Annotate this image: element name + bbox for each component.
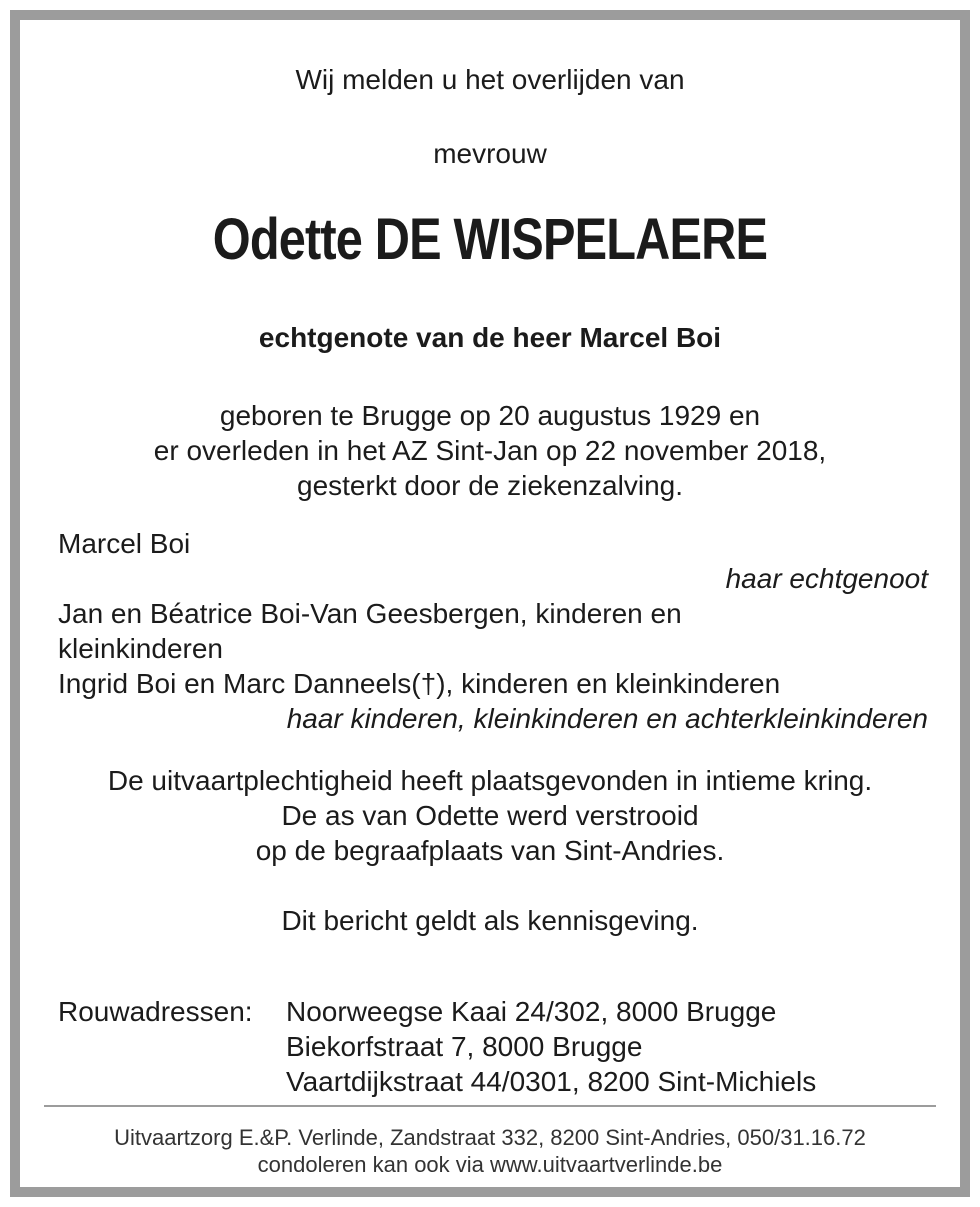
family-children-role: haar kinderen, kleinkinderen en achterkleinkinderen: [286, 703, 928, 734]
birth-line-1: geboren te Brugge op 20 augustus 1929 en: [219, 400, 761, 431]
footer-divider: [44, 1105, 936, 1107]
family-children-line-2: kleinkinderen: [58, 633, 223, 664]
address-2: Biekorfstraat 7, 8000 Brugge: [286, 1031, 643, 1062]
intro-text: Wij melden u het overlijden van: [295, 64, 685, 95]
notice-text: Dit bericht geldt als kennisgeving.: [281, 905, 699, 936]
title-text: mevrouw: [433, 138, 547, 169]
notice-body: [20, 20, 960, 1187]
ceremony-line-2: De as van Odette werd verstrooid: [281, 800, 699, 831]
birth-line-2: er overleden in het AZ Sint-Jan op 22 november 2018,: [153, 435, 827, 466]
undertaker-line: Uitvaartzorg E.&P. Verlinde, Zandstraat 332, 8200 Sint-Andries, 050/31.16.72: [114, 1125, 866, 1150]
spouse-line: echtgenote van de heer Marcel Boi: [258, 322, 722, 353]
birth-line-3: gesterkt door de ziekenzalving.: [297, 470, 683, 501]
family-spouse-name: Marcel Boi: [58, 528, 191, 559]
family-children-line-1: Jan en Béatrice Boi-Van Geesbergen, kinderen en: [58, 598, 682, 629]
notice-frame: [10, 10, 970, 1197]
addresses-label: Rouwadressen:: [58, 996, 253, 1027]
address-3: Vaartdijkstraat 44/0301, 8200 Sint-Michiels: [286, 1066, 817, 1097]
ceremony-line-3: op de begraafplaats van Sint-Andries.: [255, 835, 725, 866]
ceremony-line-1: De uitvaartplechtigheid heeft plaatsgevonden in intieme kring.: [107, 765, 873, 796]
family-children-line-3: Ingrid Boi en Marc Danneels(†), kinderen en kleinkinderen: [58, 668, 781, 699]
condolence-line: condoleren kan ook via www.uitvaartverlinde.be: [257, 1152, 723, 1177]
deceased-name: Odette DE WISPELAERE: [212, 207, 768, 272]
family-spouse-role: haar echtgenoot: [725, 563, 928, 594]
address-1: Noorweegse Kaai 24/302, 8000 Brugge: [286, 996, 777, 1027]
